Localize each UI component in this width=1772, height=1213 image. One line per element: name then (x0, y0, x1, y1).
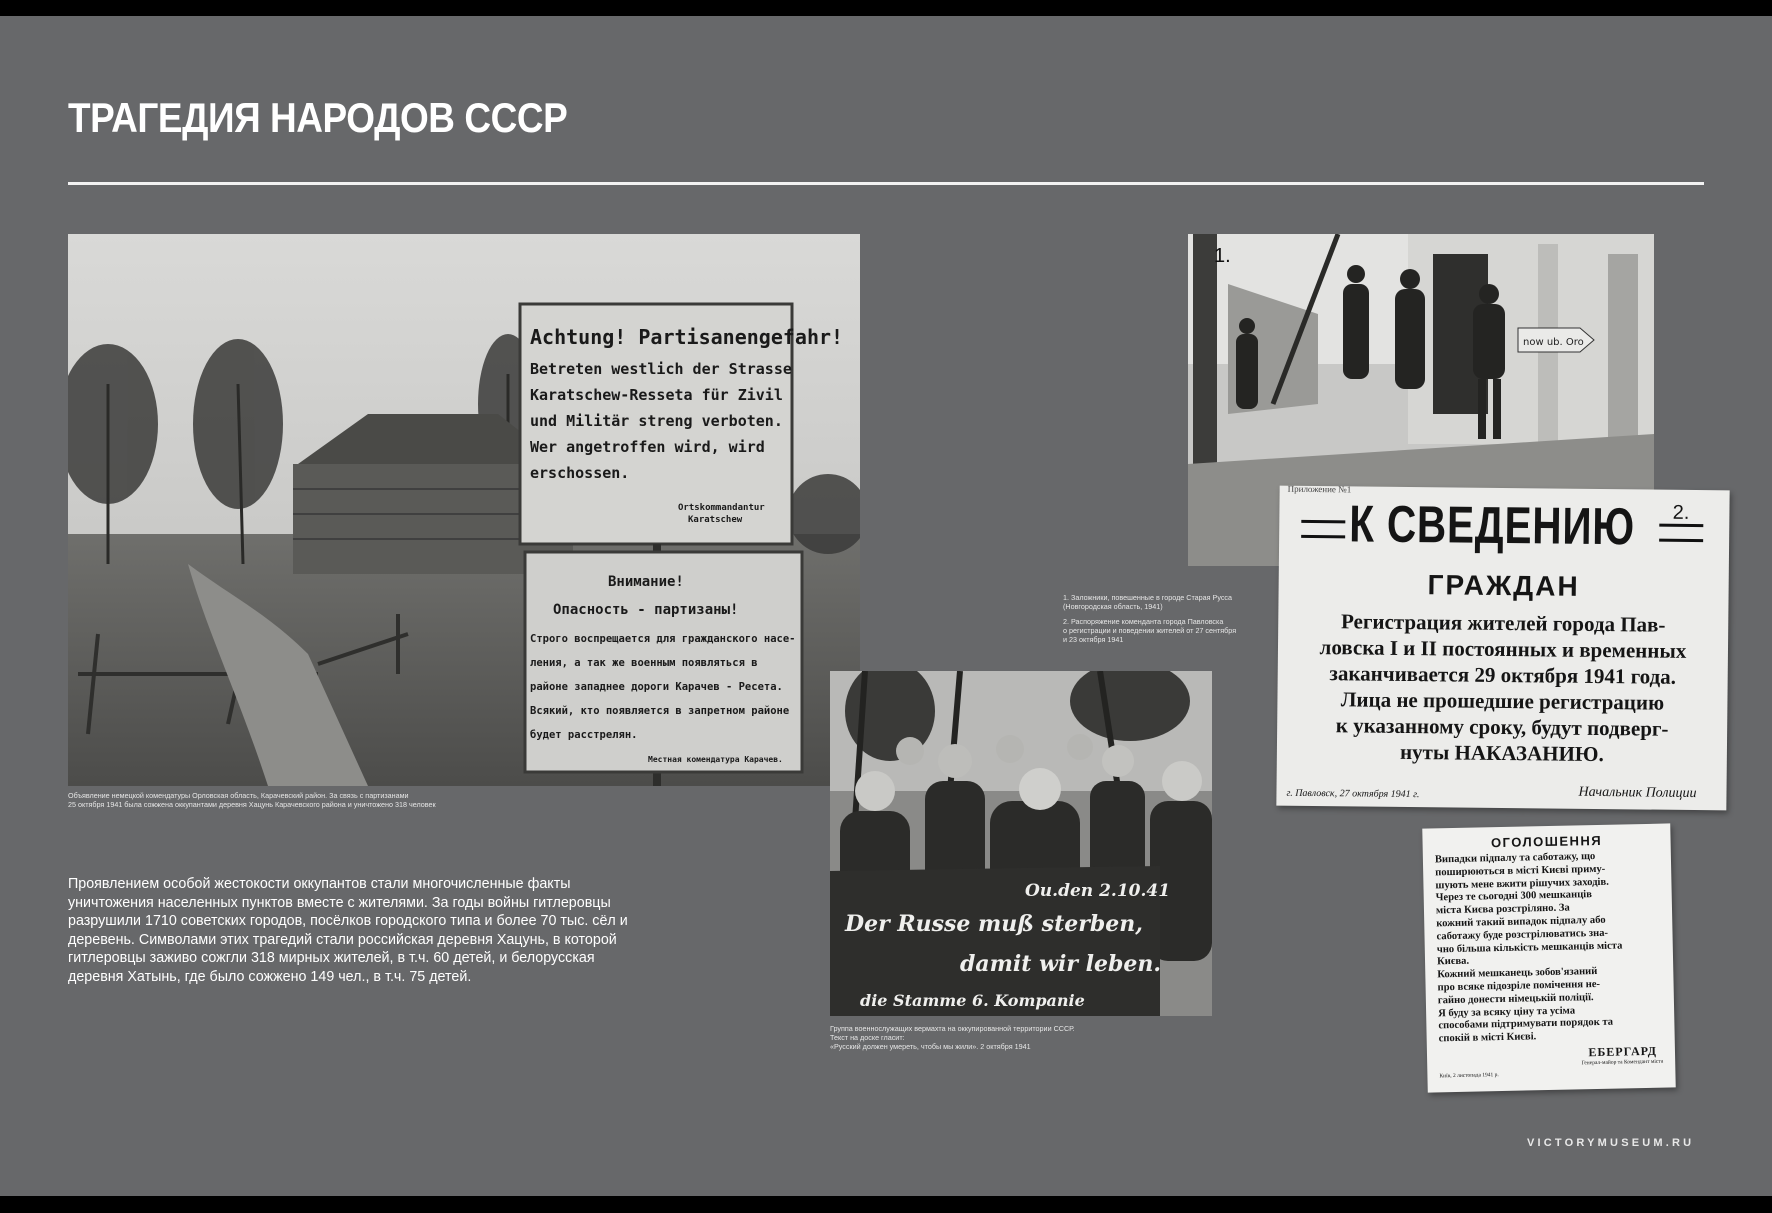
notice-kiev-headline: ОГОЛОШЕННЯ (1490, 832, 1603, 851)
sign-upper-line: Karatschew-Resseta für Zivil (530, 386, 783, 404)
sign-lower-line: районе западнее дороги Карачев - Ресета. (530, 681, 783, 693)
notice-rule-left (1301, 520, 1345, 538)
photo-number-2: 2. (1672, 501, 1690, 524)
notice-signature: Начальник Полиции (1578, 784, 1697, 802)
board-line: Der Russe muß sterben, (845, 911, 1143, 937)
notice-kiev (1422, 823, 1675, 1092)
sign-lower-line: Опасность - партизаны! (553, 602, 739, 618)
title-divider (68, 182, 1704, 185)
sign-lower-line: будет расстрелян. (530, 729, 638, 741)
body-paragraph: Проявлением особой жестокости оккупантов стали многочисленные факты уничтожения населенных пунктов вместе с жителями. За годы войны гитлеровцы разрушили 1710 советских городов, посёлков городского типа и более 70 тыс. сёл и деревень. Символами этих трагедий стали российская деревня Хацунь, в которой гитлеровцы заживо сожгли 318 мирных жителей, в т.ч. 60 детей, и белорусская деревня Хатынь, где было сожжено 149 чел., в т.ч. 75 детей. (68, 876, 628, 985)
board-line: damit wir leben. (960, 951, 1162, 977)
sign-upper-signature: Karatschew (688, 515, 743, 525)
sign-upper-line: erschossen. (530, 464, 630, 482)
caption-warning-signs: Объявление немецкой комендатуры Орловская область, Карачевский район. За связь с партизанами 25 октября 1941 была сожжена оккупантами деревня Хацунь Карачевского района и уничтожено 318 человек (68, 791, 436, 809)
page-title: ТРАГЕДИЯ НАРОДОВ СССР (68, 94, 568, 141)
sign-lower-line: Всякий, кто появляется в запретном районе (530, 705, 790, 717)
sign-upper-signature: Ortskommandantur (678, 503, 765, 513)
notice-headline: К СВЕДЕНИЮ (1348, 495, 1636, 557)
board-signature: die Stamme 6. Kompanie (860, 991, 1085, 1010)
notice-body: Регистрация жителей города Пав- ловска I и II постоянных и временных заканчивается 29 октября 1941 года. Лица не прошедшие регистрацию к указанному сроку, будут подверг- нуты НАКАЗАНИЮ. (1319, 609, 1687, 767)
sign-lower-line: ления, а так же военным появляться в (530, 657, 758, 669)
captions-right: 1. Заложники, повешенные в городе Старая Русса (Новгородская область, 1941) 2. Распоряжение коменданта города Павловска о регистрации и поведении жителей от 27 сентября и 23 октября 1941 (1063, 593, 1237, 644)
sign-upper-line: Wer angetroffen wird, wird (530, 438, 765, 456)
photo-soldiers (830, 671, 1212, 1016)
notice-date: г. Павловск, 27 октября 1941 г. (1286, 787, 1420, 801)
notice-pavlovsk (1276, 483, 1729, 811)
notice-kiev-signature: ЕБЕРГАРД (1588, 1043, 1658, 1060)
notice-kiev-footer: Київ, 2 листопада 1941 р. (1439, 1072, 1499, 1080)
sign-upper-line: Betreten westlich der Strasse (530, 360, 792, 378)
notice-kiev-body: Випадки підпалу та саботажу, що поширюються в місті Києві приму- шують мене вжити рішучих заходів. Через те сьогодні 300 мешканців міста Києва розстріляно. За кожний такий випадок підпалу або саботажу буде розстрілюватись зна- чно більша кількість мешканців міста Києва. Кожний мешканець зобов'язаний про всяке підозріле помічення не- гайно донести німецькій поліції. Я буду за всяку ціну та усіма способами підтримувати порядок та спокій в місті Києві. (1434, 851, 1623, 1045)
photo-number-1: 1. (1214, 245, 1231, 267)
sign-lower-signature: Местная комендатура Карачев. (648, 755, 783, 764)
sign-lower-line: Внимание! (608, 574, 684, 590)
photo-warning-signs (68, 234, 860, 786)
board-date: Ou.den 2.10.41 (1025, 881, 1171, 901)
sign-upper-line: und Militär streng verboten. (530, 412, 783, 430)
street-sign-text: now ub. Oro (1523, 337, 1584, 348)
sign-lower-line: Строго воспрещается для гражданского насе- (530, 633, 796, 645)
caption-soldiers: Группа военнослужащих вермахта на оккупированной территории СССР. Текст на доске гласит: «Русский должен умереть, чтобы мы жили». 2 октября 1941 (830, 1024, 1075, 1051)
notice-top-note: Приложение №1 (1287, 483, 1352, 495)
exhibit-panel (0, 16, 1772, 1196)
notice-kiev-signature-title: Генерал-майор та Комендант міста (1581, 1058, 1664, 1067)
site-url: VICTORYMUSEUM.RU (1527, 1137, 1695, 1149)
notice-subhead: ГРАЖДАН (1427, 569, 1580, 602)
sign-upper-line: Achtung! Partisanengefahr! (530, 325, 844, 349)
notice-rule-right (1659, 524, 1703, 542)
